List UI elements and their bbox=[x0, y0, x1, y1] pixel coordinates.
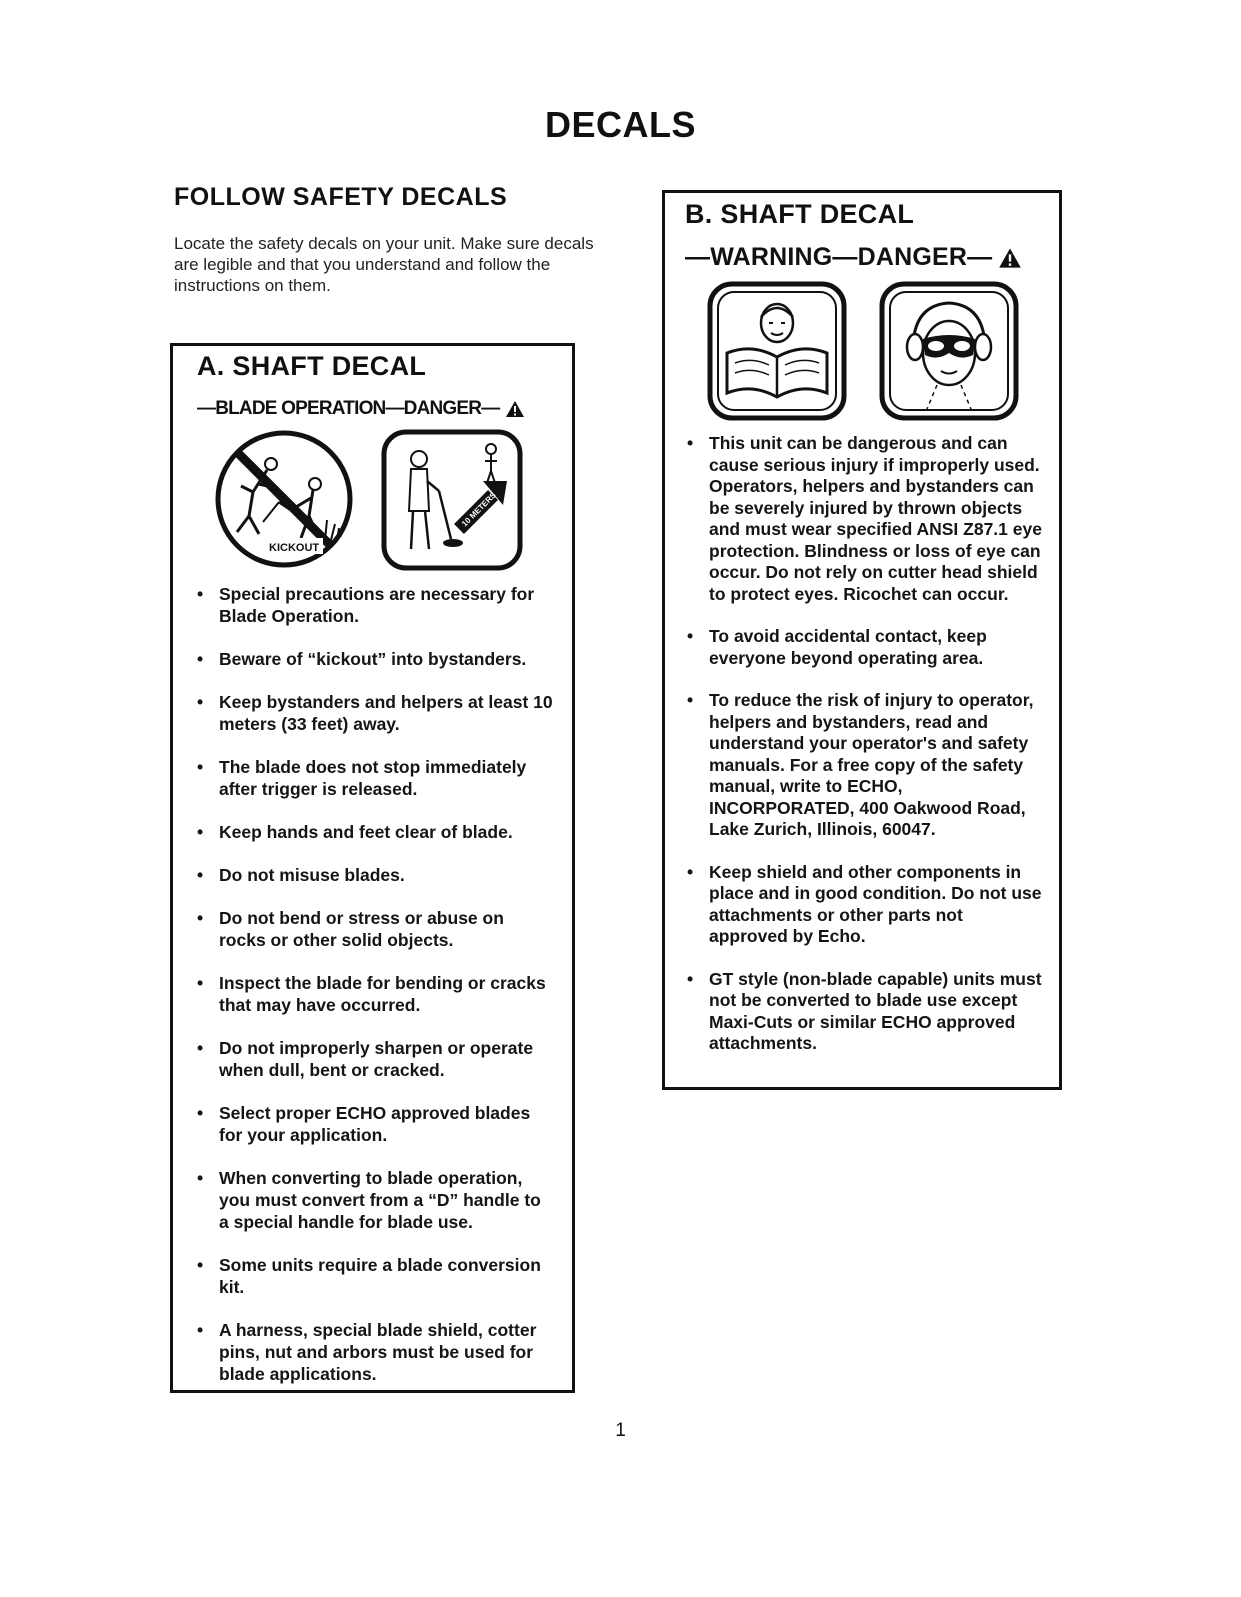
decal-a-subtitle bbox=[197, 398, 525, 420]
page-title: DECALS bbox=[544, 104, 696, 145]
list-item: • Select proper ECHO approved blades for your application. bbox=[219, 1102, 554, 1146]
decal-b-bullet-list bbox=[709, 433, 1044, 1076]
list-item: • Keep shield and other components in place and in good condition. Do not use attachments or other parts not approved by Echo. bbox=[709, 862, 1044, 948]
decal-a-title: A. SHAFT DECAL bbox=[197, 351, 427, 381]
decal-b-title: B. SHAFT DECAL bbox=[685, 199, 915, 229]
list-item: • Do not bend or stress or abuse on rocks or other solid objects. bbox=[219, 907, 554, 951]
list-item: • When converting to blade operation, you must convert from a “D” handle to a special handle for blade use. bbox=[219, 1167, 554, 1233]
list-item: • Keep hands and feet clear of blade. bbox=[219, 821, 554, 843]
list-item: • Special precautions are necessary for Blade Operation. bbox=[219, 583, 554, 627]
list-item: • To avoid accidental contact, keep everyone beyond operating area. bbox=[709, 626, 1044, 669]
list-item: • Keep bystanders and helpers at least 10 meters (33 feet) away. bbox=[219, 691, 554, 735]
list-item: • This unit can be dangerous and can cause serious injury if improperly used. Operators, helpers and bystanders can be severely injured by thrown objects and must wear specified ANSI Z87.1 eye protection. Blindness or loss of eye can occur. Do not rely on cutter head shield to protect eyes. Ricochet can occur. bbox=[709, 433, 1044, 605]
section-heading: FOLLOW SAFETY DECALS bbox=[174, 183, 508, 211]
distance-label: 10 METERS bbox=[460, 490, 498, 529]
page-number: 1 bbox=[615, 1420, 626, 1441]
decal-b-subtitle bbox=[685, 243, 1022, 272]
read-manual-icon bbox=[707, 281, 847, 421]
list-item: • To reduce the risk of injury to operator, helpers and bystanders, read and understand your operator's and safety manuals. For a free copy of the safety manual, write to ECHO, INCORPORATED, 400 Oakwood Road, Lake Zurich, Illinois, 60047. bbox=[709, 690, 1044, 841]
bystander-distance-icon bbox=[381, 429, 523, 571]
kickout-prohibited-icon bbox=[213, 428, 355, 570]
decal-a-panel bbox=[170, 343, 575, 1393]
decal-a-subtitle-text: —BLADE OPERATION—DANGER— bbox=[197, 398, 500, 419]
list-item: • Inspect the blade for bending or cracks that may have occurred. bbox=[219, 972, 554, 1016]
warning-triangle-icon bbox=[998, 247, 1022, 269]
decal-b-panel bbox=[662, 190, 1062, 1090]
list-item: • Do not improperly sharpen or operate when dull, bent or cracked. bbox=[219, 1037, 554, 1081]
intro-paragraph: Locate the safety decals on your unit. Make sure decals are legible and that you understand and follow the instructions on them. bbox=[174, 234, 594, 295]
list-item: • The blade does not stop immediately after trigger is released. bbox=[219, 756, 554, 800]
list-item: • Do not misuse blades. bbox=[219, 864, 554, 886]
eye-protection-icon bbox=[879, 281, 1019, 421]
warning-triangle-icon bbox=[505, 400, 525, 418]
list-item: • A harness, special blade shield, cotter pins, nut and arbors must be used for blade applications. bbox=[219, 1319, 554, 1385]
list-item: • Beware of “kickout” into bystanders. bbox=[219, 648, 554, 670]
decal-a-bullet-list bbox=[219, 583, 554, 1406]
kickout-label: KICKOUT bbox=[269, 542, 320, 554]
list-item: • Some units require a blade conversion kit. bbox=[219, 1254, 554, 1298]
list-item: • GT style (non-blade capable) units must not be converted to blade use except Maxi-Cuts or similar ECHO approved attachments. bbox=[709, 969, 1044, 1055]
decal-b-subtitle-text: —WARNING—DANGER— bbox=[685, 243, 993, 271]
